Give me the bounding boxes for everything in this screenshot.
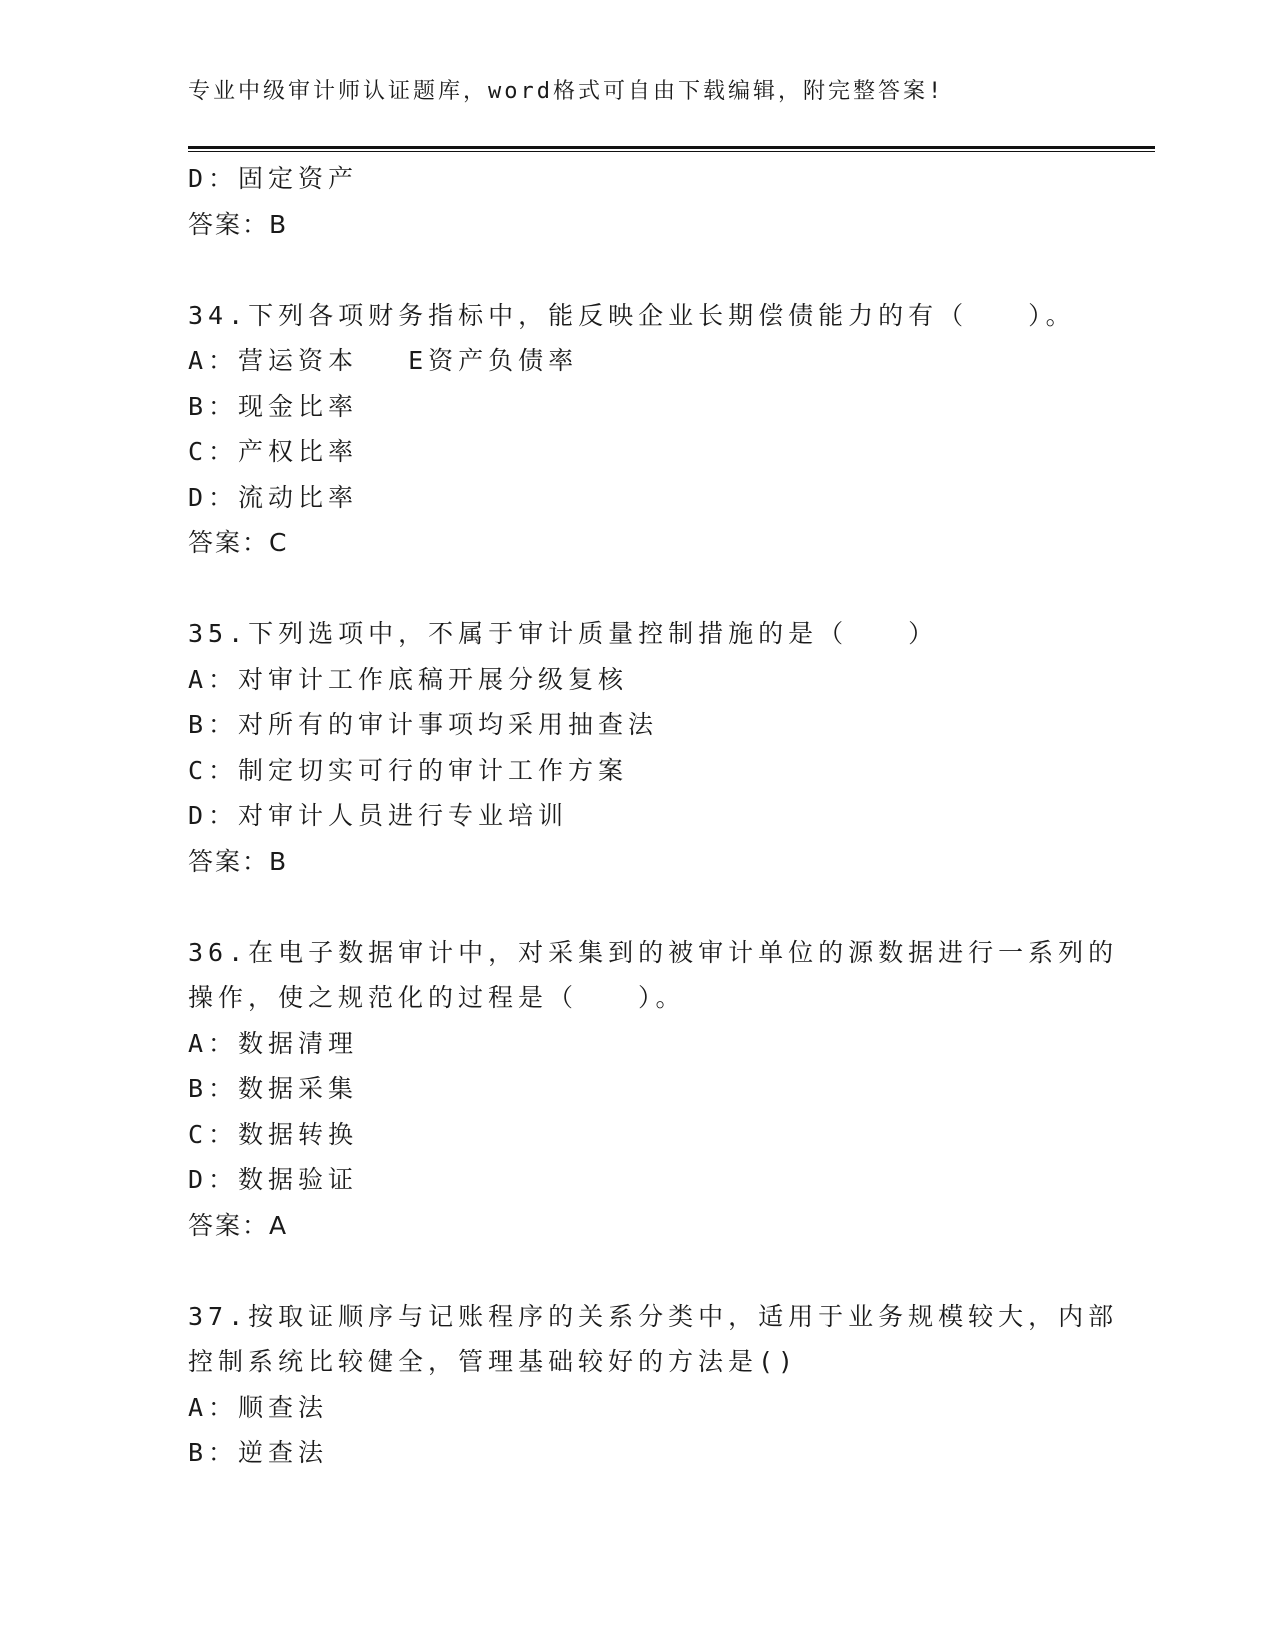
question-37-option-a: A：顺查法 <box>188 1392 329 1422</box>
question-35-answer: 答案：B <box>188 846 289 876</box>
spacer <box>188 884 1128 930</box>
question-34-option-e: E资产负债率 <box>408 346 579 375</box>
question-35 <box>188 611 1128 884</box>
document-body <box>188 156 1128 1476</box>
question-36-option-c: C：数据转换 <box>188 1119 359 1149</box>
question-35-option-d: D：对审计人员进行专业培训 <box>188 801 569 830</box>
question-36-option-d: D：数据验证 <box>188 1165 359 1194</box>
question-34-option-a-row <box>188 338 1128 384</box>
question-36 <box>188 930 1128 1249</box>
question-34 <box>188 293 1128 566</box>
question-34-stem: 34.下列各项财务指标中，能反映企业长期偿债能力的有（ ）。 <box>188 300 1076 330</box>
question-36-stem-line-1: 36.在电子数据审计中，对采集到的被审计单位的源数据进行一系列的 <box>188 937 1119 967</box>
question-35-stem: 35.下列选项中，不属于审计质量控制措施的是（ ） <box>188 619 939 648</box>
question-37 <box>188 1294 1128 1476</box>
question-36-answer: 答案：A <box>188 1210 289 1240</box>
question-35-option-c: C：制定切实可行的审计工作方案 <box>188 755 629 785</box>
prev-answer: 答案：B <box>188 209 289 239</box>
spacer <box>188 247 1128 293</box>
question-34-option-a: A：营运资本 <box>188 346 359 375</box>
question-34-answer: 答案：C <box>188 528 289 557</box>
question-37-stem-line-1: 37.按取证顺序与记账程序的关系分类中，适用于业务规模较大，内部 <box>188 1301 1119 1331</box>
prev-option-d: D：固定资产 <box>188 164 359 193</box>
header-divider <box>188 146 1155 152</box>
spacer <box>188 1248 1128 1294</box>
question-37-stem-line-2: 控制系统比较健全，管理基础较好的方法是() <box>188 1347 799 1376</box>
question-34-option-c: C：产权比率 <box>188 437 359 466</box>
question-36-option-b: B：数据采集 <box>188 1074 359 1103</box>
question-37-option-b: B：逆查法 <box>188 1438 329 1467</box>
question-36-option-a: A：数据清理 <box>188 1028 359 1058</box>
spacer <box>188 566 1128 612</box>
question-36-stem-line-2: 操作，使之规范化的过程是（ ）。 <box>188 983 686 1012</box>
question-35-option-a: A：对审计工作底稿开展分级复核 <box>188 664 629 694</box>
question-35-option-b: B：对所有的审计事项均采用抽查法 <box>188 710 659 739</box>
page-header: 专业中级审计师认证题库，word格式可自由下载编辑，附完整答案! <box>188 79 945 104</box>
question-34-option-d: D：流动比率 <box>188 482 359 512</box>
question-34-option-b: B：现金比率 <box>188 391 359 421</box>
